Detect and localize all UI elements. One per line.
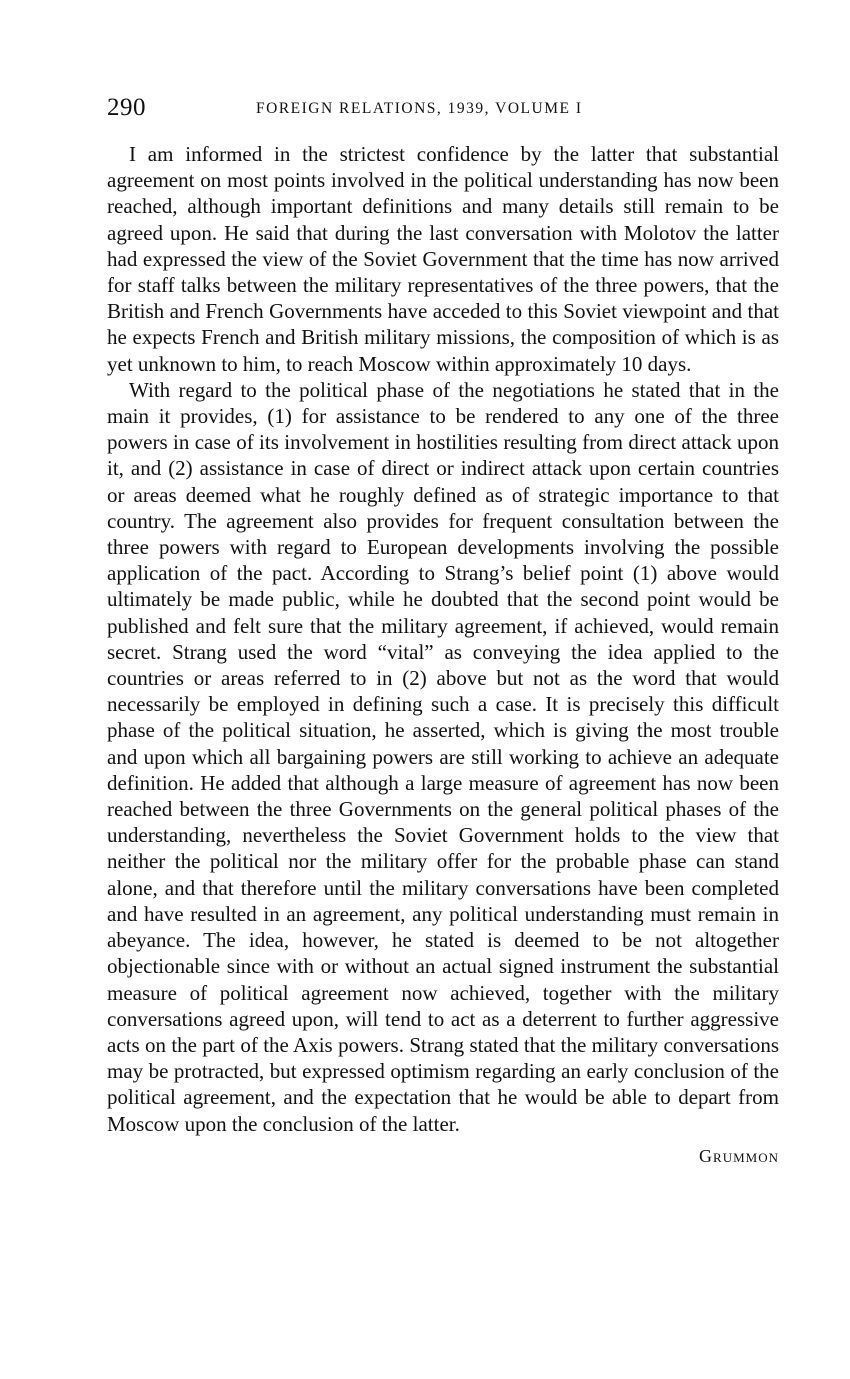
running-title: FOREIGN RELATIONS, 1939, VOLUME I	[256, 100, 583, 117]
paragraph: I am informed in the strictest confidence by the latter that substantial agreement on most points involved in the political understanding has now been reached, although important definitions and many details still remain to be agreed upon. He said that during the last conversation with Molotov the latter had expressed the view of the Soviet Government that the time has now arrived for staff talks between the military representatives of the three powers, that the British and French Governments have acceded to this Soviet viewpoint and that he expects French and British military missions, the composition of which is as yet unknown to him, to reach Moscow within approximately 10 days.	[107, 142, 779, 376]
signature: Grummon	[699, 1145, 779, 1166]
running-header	[107, 94, 779, 126]
page-number: 290	[107, 94, 146, 121]
body-text	[107, 141, 779, 1169]
paragraph: With regard to the political phase of the negotiations he stated that in the main it provides, (1) for assistance to be rendered to any one of the three powers in case of its involvement in hostilities resulting from direct attack upon it, and (2) assistance in case of direct or indirect attack upon certain countries or areas deemed what he roughly defined as of strategic importance to that country. The agreement also provides for frequent consultation between the three powers with regard to European developments involving the possible application of the pact. According to Strang’s belief point (1) above would ultimately be made public, while he doubted that the second point would be published and felt sure that the military agreement, if achieved, would remain secret. Strang used the word “vital” as conveying the idea applied to the countries or areas referred to in (2) above but not as the word that would necessarily be employed in defining such a case. It is precisely this difficult phase of the political situation, he asserted, which is giving the most trouble and upon which all bargaining powers are still working to achieve an adequate definition. He added that although a large measure of agreement has now been reached between the three Governments on the general political phases of the understanding, nevertheless the Soviet Government holds to the view that neither the political nor the military offer for the probable phase can stand alone, and that therefore until the military conversations have been completed and have resulted in an agreement, any political understanding must remain in abeyance. The idea, however, he stated is deemed to be not altogether objectionable since with or without an actual signed instrument the substantial measure of political agreement now achieved, together with the military conversations agreed upon, will tend to act as a deterrent to further aggressive acts on the part of the Axis powers. Strang stated that the military conversations may be protracted, but expressed optimism regarding an early conclusion of the political agreement, and the expectation that he would be able to depart from Moscow upon the conclusion of the latter.	[107, 377, 779, 1136]
